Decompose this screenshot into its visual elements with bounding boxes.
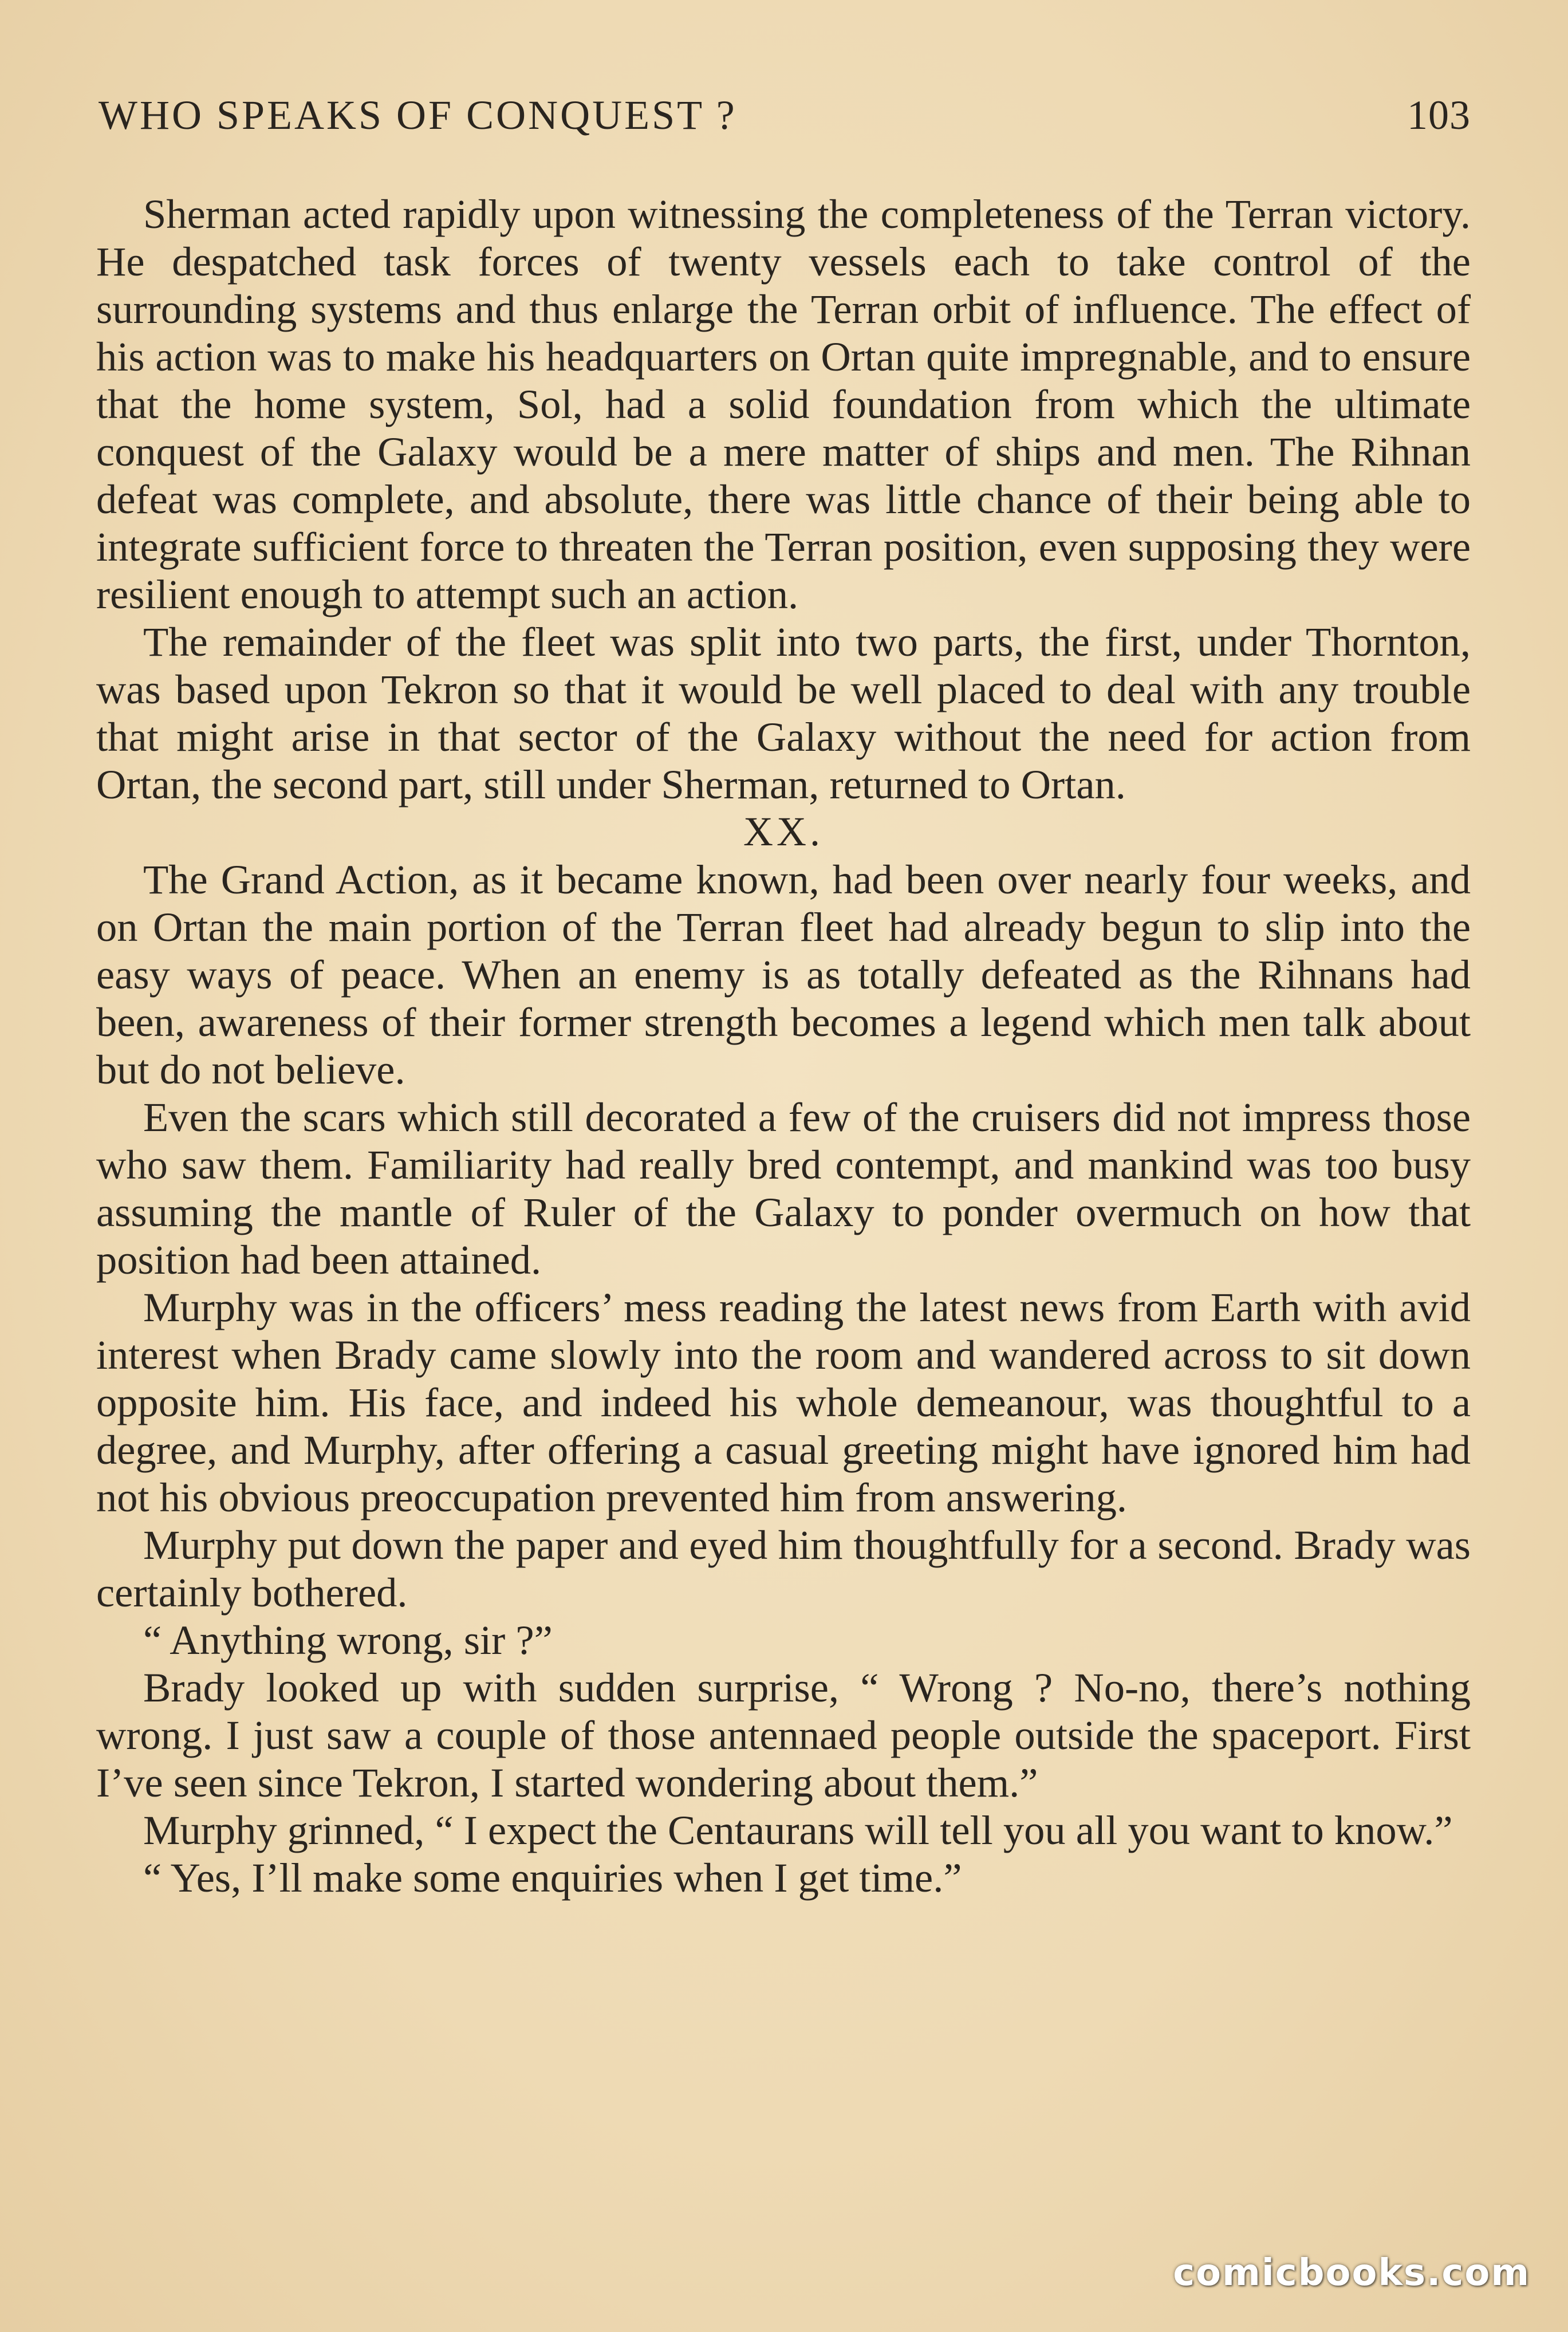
paragraph: The remainder of the fleet was split into two parts, the first, under Thornton, was based upon Tekron so that it would be well placed to deal with any trouble that might arise in that sector of the Galaxy without the need for action from Ortan, the second part, still under Sherman, returned to Ortan. [96,619,1471,807]
body-text [96,190,1471,1901]
paragraph: Murphy put down the paper and eyed him thoughtfully for a second. Brady was certainly bothered. [96,1522,1471,1616]
paragraph: The Grand Action, as it became known, had been over nearly four weeks, and on Ortan the main portion of the Terran fleet had already begun to slip into the easy ways of peace. When an enemy is as totally defeated as the Rihnans had been, awareness of their former strength becomes a legend which men talk about but do not believe. [96,856,1471,1093]
running-title: WHO SPEAKS OF CONQUEST ? [99,92,737,138]
paragraph: “ Yes, I’ll make some enquiries when I get time.” [143,1854,962,1901]
paragraph: Even the scars which still decorated a few of the cruisers did not impress those who saw them. Familiarity had really bred contempt, and mankind was too busy assuming the mantle of Ruler of the Galaxy to ponder overmuch on how that position had been attained. [96,1094,1471,1283]
paragraph: Murphy was in the officers’ mess reading the latest news from Earth with avid interest when Brady came slowly into the room and wandered across to sit down opposite him. His face, and indeed his whole demeanour, was thoughtful to a degree, and Murphy, after offering a casual greeting might have ignored him had not his obvious preoccupation prevented him from answering. [96,1284,1471,1520]
page-number: 103 [1407,92,1471,138]
paragraph: Brady looked up with sudden surprise, “ Wrong ? No-no, there’s nothing wrong. I just saw a couple of those antennaed people outside the spaceport. First I’ve seen since Tekron, I started wondering about them.” [96,1664,1471,1806]
paragraph: Murphy grinned, “ I expect the Centaurans will tell you all you want to know.” [143,1807,1453,1853]
watermark-logo: comicbooks.com [1173,2252,1530,2294]
paragraph: Sherman acted rapidly upon witnessing the completeness of the Terran victory. He despatched task forces of twenty vessels each to take control of the surrounding systems and thus enlarge the Terran orbit of influence. The effect of his action was to make his headquarters on Ortan quite impregnable, and to ensure that the home system, Sol, had a solid foundation from which the ultimate conquest of the Galaxy would be a mere matter of ships and men. The Rihnan defeat was complete, and absolute, there was little chance of their being able to integrate sufficient force to threaten the Terran position, even supposing they were resilient enough to attempt such an action. [96,191,1471,617]
chapter-heading: XX. [743,809,824,854]
running-head [99,92,1471,149]
paragraph: “ Anything wrong, sir ?” [143,1617,553,1663]
